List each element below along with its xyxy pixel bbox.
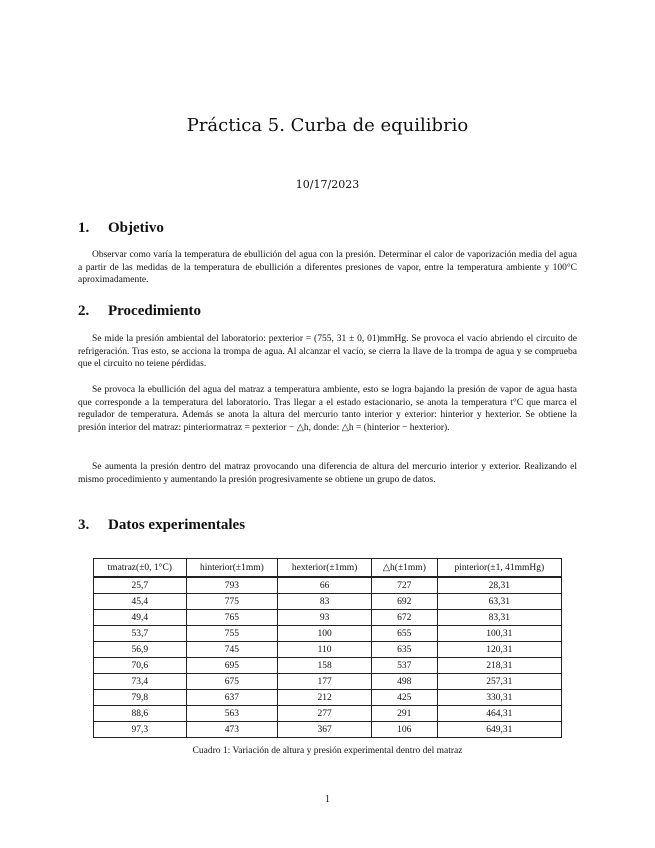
table-cell: 88,6 bbox=[94, 706, 187, 722]
table-cell: 120,31 bbox=[437, 642, 561, 658]
table-cell: 212 bbox=[278, 690, 372, 706]
section-number: 2. bbox=[78, 303, 90, 319]
table-cell: 100 bbox=[278, 626, 372, 642]
table-cell: 775 bbox=[186, 594, 278, 610]
paragraph-procedimiento-1: Se mide la presión ambiental del laboratorio: pexterior = (755, 31 ± 0, 01)mmHg. Se provoca el vacío abriendo el circuito de refrigeración. Tras esto, se acciona la trompa de agua. Al alcanzar el vacío, se cierra la llave de la trompa de agua y se comprueba que el circuito no teiene pérdidas. bbox=[78, 334, 577, 369]
table-cell: 692 bbox=[371, 594, 437, 610]
section-heading-objetivo bbox=[78, 220, 164, 237]
table-cell: 97,3 bbox=[94, 722, 187, 738]
table-row bbox=[94, 642, 562, 658]
table-header-cell: hexterior(±1mm) bbox=[278, 559, 372, 578]
table-cell: 83,31 bbox=[437, 610, 561, 626]
table-cell: 755 bbox=[186, 626, 278, 642]
table-cell: 158 bbox=[278, 658, 372, 674]
table-cell: 672 bbox=[371, 610, 437, 626]
table-row bbox=[94, 674, 562, 690]
table-cell: 177 bbox=[278, 674, 372, 690]
table-cell: 745 bbox=[186, 642, 278, 658]
table-row bbox=[94, 577, 562, 594]
section-title: Objetivo bbox=[108, 220, 164, 236]
table-cell: 53,7 bbox=[94, 626, 187, 642]
table-cell: 727 bbox=[371, 577, 437, 594]
table-cell: 649,31 bbox=[437, 722, 561, 738]
table-cell: 765 bbox=[186, 610, 278, 626]
table-cell: 637 bbox=[186, 690, 278, 706]
page-number: 1 bbox=[325, 794, 330, 805]
table-cell: 655 bbox=[371, 626, 437, 642]
table-cell: 56,9 bbox=[94, 642, 187, 658]
table-cell: 93 bbox=[278, 610, 372, 626]
table-cell: 367 bbox=[278, 722, 372, 738]
table-header-row bbox=[94, 559, 562, 578]
table-header-cell: △h(±1mm) bbox=[371, 559, 437, 578]
section-title: Procedimiento bbox=[108, 303, 202, 319]
table-row bbox=[94, 594, 562, 610]
table-cell: 675 bbox=[186, 674, 278, 690]
table-cell: 695 bbox=[186, 658, 278, 674]
table-row bbox=[94, 610, 562, 626]
table-cell: 425 bbox=[371, 690, 437, 706]
paragraph-objetivo: Observar como varía la temperatura de ebullición del agua con la presión. Determinar el calor de vaporización media del agua a partir de las medidas de la temperatura de ebullición a diferentes presiones de vapor, entre la temperatura ambiente y 100°C aproximadamente. bbox=[78, 250, 577, 285]
table-cell: 79,8 bbox=[94, 690, 187, 706]
table-cell: 635 bbox=[371, 642, 437, 658]
table-cell: 70,6 bbox=[94, 658, 187, 674]
table-cell: 83 bbox=[278, 594, 372, 610]
table-cell: 63,31 bbox=[437, 594, 561, 610]
table-cell: 464,31 bbox=[437, 706, 561, 722]
table-row bbox=[94, 722, 562, 738]
table-row bbox=[94, 706, 562, 722]
table-header-cell: pinterior(±1, 41mmHg) bbox=[437, 559, 561, 578]
table-cell: 291 bbox=[371, 706, 437, 722]
table-cell: 106 bbox=[371, 722, 437, 738]
section-heading-procedimiento bbox=[78, 303, 201, 320]
table-cell: 218,31 bbox=[437, 658, 561, 674]
table-cell: 25,7 bbox=[94, 577, 187, 594]
table-caption: Cuadro 1: Variación de altura y presión experimental dentro del matraz bbox=[192, 746, 463, 756]
paragraph-procedimiento-2: Se provoca la ebullición del agua del matraz a temperatura ambiente, esto se logra bajando la presión de vapor de agua hasta que corresponde a la temperatura del laboratorio. Tras llegar a el estado estacionario, se anota la temperatura t°C que marca el regulador de temperatura. Además se anota la altura del mercurio tanto interior y exterior: hinterior y hexterior. Se obtiene la presión interior del matraz: pinteriormatraz = pexterior − △h, donde: △h = (hinterior − hexterior). bbox=[78, 385, 577, 433]
table-cell: 66 bbox=[278, 577, 372, 594]
table-row bbox=[94, 690, 562, 706]
document-date: 10/17/2023 bbox=[295, 178, 360, 191]
section-title: Datos experimentales bbox=[108, 517, 246, 533]
table-cell: 110 bbox=[278, 642, 372, 658]
table-row bbox=[94, 626, 562, 642]
table-row bbox=[94, 658, 562, 674]
table-cell: 100,31 bbox=[437, 626, 561, 642]
table-cell: 49,4 bbox=[94, 610, 187, 626]
table-cell: 473 bbox=[186, 722, 278, 738]
section-heading-datos bbox=[78, 517, 245, 534]
table-header-cell: hinterior(±1mm) bbox=[186, 559, 278, 578]
section-number: 1. bbox=[78, 220, 90, 236]
table-cell: 45,4 bbox=[94, 594, 187, 610]
data-table bbox=[93, 558, 562, 738]
table-cell: 563 bbox=[186, 706, 278, 722]
table-cell: 277 bbox=[278, 706, 372, 722]
table-header-cell: tmatraz(±0, 1°C) bbox=[94, 559, 187, 578]
table-cell: 498 bbox=[371, 674, 437, 690]
table-cell: 257,31 bbox=[437, 674, 561, 690]
table-cell: 73,4 bbox=[94, 674, 187, 690]
paragraph-procedimiento-3: Se aumenta la presión dentro del matraz provocando una diferencia de altura del mercurio interior y exterior. Realizando el mismo procedimiento y aumentando la presión progresivamente se obtiene un grupo de datos. bbox=[78, 462, 577, 485]
table-cell: 537 bbox=[371, 658, 437, 674]
table-cell: 330,31 bbox=[437, 690, 561, 706]
section-number: 3. bbox=[78, 517, 90, 533]
table-cell: 28,31 bbox=[437, 577, 561, 594]
table-cell: 793 bbox=[186, 577, 278, 594]
document-title: Práctica 5. Curba de equilibrio bbox=[186, 115, 469, 136]
